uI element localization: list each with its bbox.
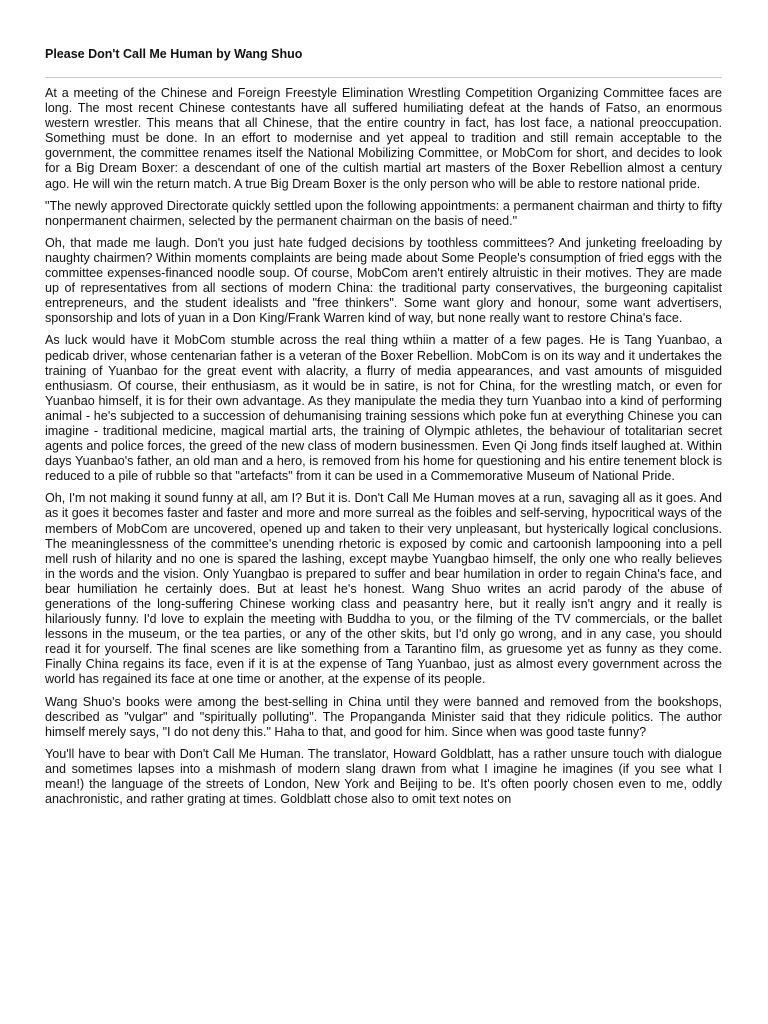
paragraph-banned: Wang Shuo's books were among the best-selling in China until they were banned and removed from the bookshops, described as "vulgar" and "spiritually polluting". The Propanganda Minister said that they ridicule politics. The author himself merely says, "I do not deny this." Haha to that, and good for him. Since when was good taste funny? <box>45 694 722 739</box>
paragraph-laugh: Oh, that made me laugh. Don't you just hate fudged decisions by toothless committees? And junketing freeloading by naughty chairmen? Within moments complaints are being made about Some People's consumption of fried eggs with the committee expenses-financed noodle soup. Of course, MobCom aren't entirely altruistic in their motives. They are made up of representatives from all sections of modern China: the traditional party conservatives, the burgeoning capitalist entrepreneurs, and the student idealists and "free thinkers". Some want glory and honour, some want advertisers, sponsorship and lots of yuan in a Don King/Frank Warren kind of way, but none really want to restore China's face. <box>45 235 722 326</box>
document-page <box>45 46 722 1024</box>
paragraph-quote: "The newly approved Directorate quickly settled upon the following appointments: a permanent chairman and thirty to fifty nonpermanent chairmen, selected by the permanent chairman on the basis of need." <box>45 198 722 228</box>
paragraph-luck: As luck would have it MobCom stumble across the real thing wthiin a matter of a few pages. He is Tang Yuanbao, a pedicab driver, whose centenarian father is a veteran of the Boxer Rebellion. MobCom is on its way and it undertakes the training of Yuanbao for the great event with alacrity, a flurry of media appearances, and vast amounts of misguided enthusiasm. Of course, their enthusiasm, as it would be in satire, is not for China, for the wrestling match, or even for Yuanbao himself, it is for their own advantage. As they manipulate the media they turn Yuanbao into a kind of performing animal - he's subjected to a succession of dehumanising training sessions which poke fun at everything Chinese you can imagine - traditional medicine, magical martial arts, the training of Olympic athletes, the behaviour of totalitarian secret agents and police forces, the greed of the new class of modern businessmen. Even Qi Jong finds itself laughed at. Within days Yuanbao's father, an old man and a hero, is removed from his home for questioning and his entire tenement block is reduced to a pile of rubble so that "artefacts" from it can be used in a Commemorative Museum of National Pride. <box>45 333 722 484</box>
paragraph-funny: Oh, I'm not making it sound funny at all, am I? But it is. Don't Call Me Human moves at a run, savaging all as it goes. And as it goes it becomes faster and faster and more and more surreal as the foibles and self-serving, hypocritical ways of the members of MobCom are uncovered, opened up and taken to their very unpleasant, but hysterically logical conclusions. The meaninglessness of the committee's unending rhetoric is exposed by comic and cartoonish lampooning into a pell mell rush of hilarity and no one is spared the lashing, except maybe Yuangbao himself, the only one who really believes in the words and the vision. Only Yuangbao is prepared to suffer and bear humilation in order to regain China's face, and bear humiliation he certainly does. But at least he's honest. Wang Shuo writes an acrid parody of the abuse of generations of the long-suffering Chinese working class and peasantry here, but it really isn't angry and it really is hilariously funny. I'd love to explain the meeting with Buddha to you, or the filming of the TV commercials, or the ballet lessons in the museum, or the tea parties, or any of the other skits, but I'd only go wrong, and in any case, you should read it for yourself. The final scenes are like something from a Tarantino film, as gruesome yet as funny as they come. Finally China regains its face, even if it is at the expense of Tang Yuanbao, just as almost every government across the world has regained its face at one time or another, at the expense of its people. <box>45 491 722 687</box>
title-divider <box>45 77 722 78</box>
paragraph-translation: You'll have to bear with Don't Call Me Human. The translator, Howard Goldblatt, has a rather unsure touch with dialogue and sometimes lapses into a mishmash of modern slang drawn from what I imagine he imagines (if you see what I mean!) the language of the streets of London, New York and Beijing to be. It's often poorly chosen even to me, oddly anachronistic, and rather grating at times. Goldblatt chose also to omit text notes on <box>45 746 722 807</box>
paragraph-meeting: At a meeting of the Chinese and Foreign Freestyle Elimination Wrestling Competition Organizing Committee faces are long. The most recent Chinese contestants have all suffered humiliating defeat at the hands of Fatso, an enormous western wrestler. This means that all Chinese, that the entire country in fact, has lost face, a national preoccupation. Something must be done. In an effort to modernise and yet appeal to tradition and still remain acceptable to the government, the committee renames itself the National Mobilizing Committee, or MobCom for short, and decides to look for a Big Dream Boxer: a descendant of one of the cultish martial art masters of the Boxer Rebellion almost a century ago. He will win the return match. A true Big Dream Boxer is the only person who will be able to restore national pride. <box>45 86 722 191</box>
document-title: Please Don't Call Me Human by Wang Shuo <box>45 47 303 61</box>
